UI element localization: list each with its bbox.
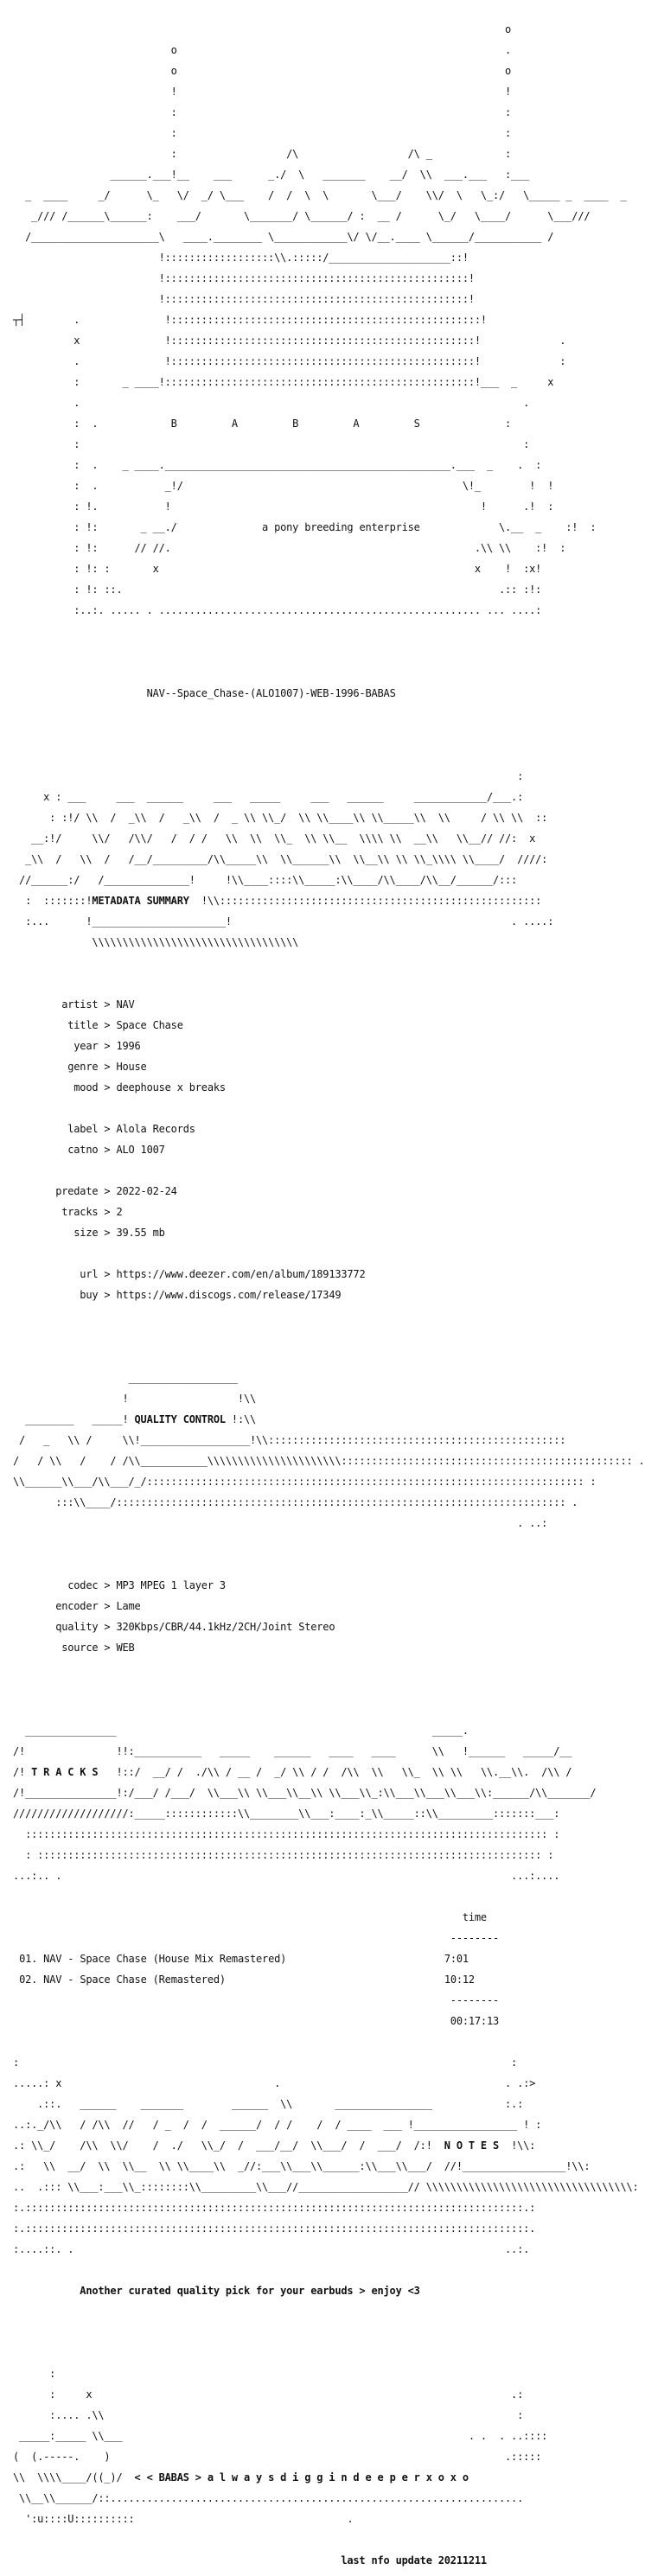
total-time: 00:17:13 xyxy=(450,2015,499,2027)
notes-text: Another curated quality pick for your earbuds > enjoy <3 xyxy=(80,2285,420,2297)
track-1-time: 7:01 xyxy=(444,1953,469,1965)
source-value: WEB xyxy=(116,1642,135,1654)
last-update: last nfo update 20211211 xyxy=(341,2554,487,2566)
title-value: Space Chase xyxy=(116,1019,183,1031)
year-value: 1996 xyxy=(116,1040,141,1052)
track-2-title: NAV - Space Chase (Remastered) xyxy=(43,1973,226,1986)
release-title: NAV--Space_Chase-(ALO1007)-WEB-1996-BABAS xyxy=(146,687,396,699)
catno-value: ALO 1007 xyxy=(116,1144,165,1156)
codec-value: MP3 MPEG 1 layer 3 xyxy=(116,1579,226,1591)
encoder-value: Lame xyxy=(116,1600,141,1612)
nfo-document: o o . o o ! ! : : : : : /\ /\ _ : ______.___!__ ___ _./ \ _______ __/ \\ ___.___ :___ _ ____ _/ \_ \/ _/ \___ / / \ \ \___/ \\/ \ \_:/ \_____ _ ____ _ _/// /______\______: ___/ \_______/ \______/ : __ / \_/ \____/ \___/// /_____________________\ ____.________ \____________\/ \/__.____ \______/___________ / !::::::::::::::::::\\.:::::/____________________::! !::::::::::::::::::::::::::::::::::::::::::::::::::! !::::::::::::::::::::::::::::::::::::::::::::::::::! ┬┤ . !:::::::::::::::::::::::::::::::::::::::::::::::::::! x !::::::::::::::::::::::::::::::::::::::::::::::::::! . . !::::::::::::::::::::::::::::::::::::::::::::::::::! : : _ ____!:::::::::::::::::::::::::::::::::::::::::::::::::::!___ _ x . . : . B A B A S : : : : . _ ____._______________________________________________.___ _ . : : . _!/ \!_ ! ! : !. ! ! .! : : !: _ __./ a pony breeding enterprise \.__ _ :! : : !: // //. .\\ \\ :! : : !: : x x ! :x! : !: ::. .:: :!: :..:. ..... . ..................................................... ... ....: NAV--Space_Chase-(ALO1007)-WEB-1996-BABAS : x : ___ ___ ______ ___ _____ ___ ______ ____________/___.: : :!/ \\ / _\\ / _\\ / _ \\ \\_/ \\ \\____\\ \\_____\\ \\ / \\ \\ :: __:!/ \\/ /\\/ / / / \\ \\ \\_ \\ \\__ \\\\ \\ __\\ \\__// //: x _\\ / \\ / /__/_________/\\_____\\ \\______\\ \\__\\ \\ \\_\\\\ \\____/ ////: //______:/ /______________! !\\____::::\\_____:\\____/\\____/\\__/______/::: : :::::::!METADATA SUMMARY !\\::::::::::::::::::::::::::::::::::::::::::::::::::::: :... !______________________! . ....: \\\\\\\\\\\\\\\\\\\\\\\\\\\\\\\\\\ artist > NAV title > Space Chase year > 1996 genre > House mood > deephouse x breaks label > Alola Records catno > ALO 1007 predate > 2022-02-24 tracks > 2 size > 39.55 mb url > https://www.deezer.com/en/album/189133772 buy > https://www.discogs.com/release/17349 __________________ ! !\\ ________ _____! QUALITY CONTROL !:\\ / _ \\ / \\!__________________!\\::::::::::::::::::::::::::::::::::::::::::::::::: / / \\ / / /\\___________\\\\\\\\\\\\\\\\\\\\\\:::::::::::::::::::::::::::::::::::::::::::::::: . \\______\\___/\\___/_/:::::::::::::::::::::::::::::::::::::::::::::::::::::::::::::::::::::::: : :::\\____/:::::::::::::::::::::::::::::::::::::::::::::::::::::::::::::::::::::::::: . . ..: codec > MP3 MPEG 1 layer 3 encoder > Lame quality > 320Kbps/CBR/44.1kHz/2CH/Joint Stereo source > WEB _______________ _____. /! !!:___________ _____ ______ ____ ____ \\ !______ _____/__ /! T R A C K S !::/ __/ / ./\\ / __ / _/ \\ / / /\\ \\ \\_ \\ \\ \\.__\\. /\\ / /!_______________!:/___/ /___/ \\___\\ \\___\\__\\ \\___\\_:\\___\\___\\___\\:______/\\_______/ ///////////////////:_____::::::::::::\\________\\___:____:_\\_____::\\_________:::::::___: :::::::::::::::::::::::::::::::::::::::::::::::::::::::::::::::::::::::::::::::::::::: : : ::::::::::::::::::::::::::::::::::::::::::::::::::::::::::::::::::::::::::::::::::: : ...:.. . ...:.... time -------- 01. NAV - Space Chase (House Mix Remastered) 7:01 02. NAV - Space Chase (Remastered) 10:12 -------- 00:17:13 : : .....: x . . .:> .::. ______ _______ ______ \\ ________________ :.: ..:._/\\ / /\\ // / _ / / ______/ / / / / ____ ___ !_________________ ! : .: \\_/ /\\ \\/ / ./ \\_/ / ___/__/ \\___/ / ___/ /:! N O T E S !\\: .: \\ __/ \\ \\__ \\ \\____\\ _//:___\\___\\______:\\___\\___/ //!_________________!\\: .. .::: \\___:___\\_::::::::\\_________\\___//__________________// \\\\\\\\\\\\\\\\\\\\\\\\\\\\\\\\\\: :.::::::::::::::::::::::::::::::::::::::::::::::::::::::::::::::::::::::::::::::::::.: :.:::::::::::::::::::::::::::::::::::::::::::::::::::::::::::::::::::::::::::::::::::. :....::. . ..:. Another curated quality pick for your earbuds > enjoy <3 : : x .: :.... .\\ : _____:_____ \\___ . . . ..:::: ( (.-----. ) .::::: \\ \\\\____/((_)/ < < BABAS > a l w a y s d i g g i n d e e p e r x o x o \\__\\______/::.................................................................... ':u::::U:::::::::: . last nfo update 20211211 xyxy=(7,23,645,2566)
buy-value: https://www.discogs.com/release/17349 xyxy=(116,1289,342,1301)
quality-header: QUALITY CONTROL xyxy=(134,1413,226,1425)
size-value: 39.55 mb xyxy=(116,1227,165,1239)
label-value: Alola Records xyxy=(116,1123,195,1135)
mood-value: deephouse x breaks xyxy=(116,1081,226,1094)
footer-tag: < < BABAS > a l w a y s d i g g i n d e e p e r x o x o xyxy=(134,2471,469,2484)
track-1-num: 01. xyxy=(19,1953,38,1965)
track-1-title: NAV - Space Chase (House Mix Remastered) xyxy=(43,1953,287,1965)
artist-value: NAV xyxy=(116,998,135,1011)
time-header: time xyxy=(462,1911,487,1923)
url-value: https://www.deezer.com/en/album/189133772 xyxy=(116,1268,366,1280)
track-2-time: 10:12 xyxy=(444,1973,475,1986)
metadata-header: METADATA SUMMARY xyxy=(92,895,189,907)
group-letters: B A B A S xyxy=(170,418,420,430)
genre-value: House xyxy=(116,1061,147,1073)
predate-value: 2022-02-24 xyxy=(116,1185,177,1197)
quality-value: 320Kbps/CBR/44.1kHz/2CH/Joint Stereo xyxy=(116,1621,335,1633)
group-tagline: a pony breeding enterprise xyxy=(262,521,420,533)
notes-header: N O T E S xyxy=(444,2139,500,2152)
track-2-num: 02. xyxy=(19,1973,38,1986)
tracks-header: T R A C K S xyxy=(31,1766,99,1778)
tracks-count-value: 2 xyxy=(116,1206,123,1218)
